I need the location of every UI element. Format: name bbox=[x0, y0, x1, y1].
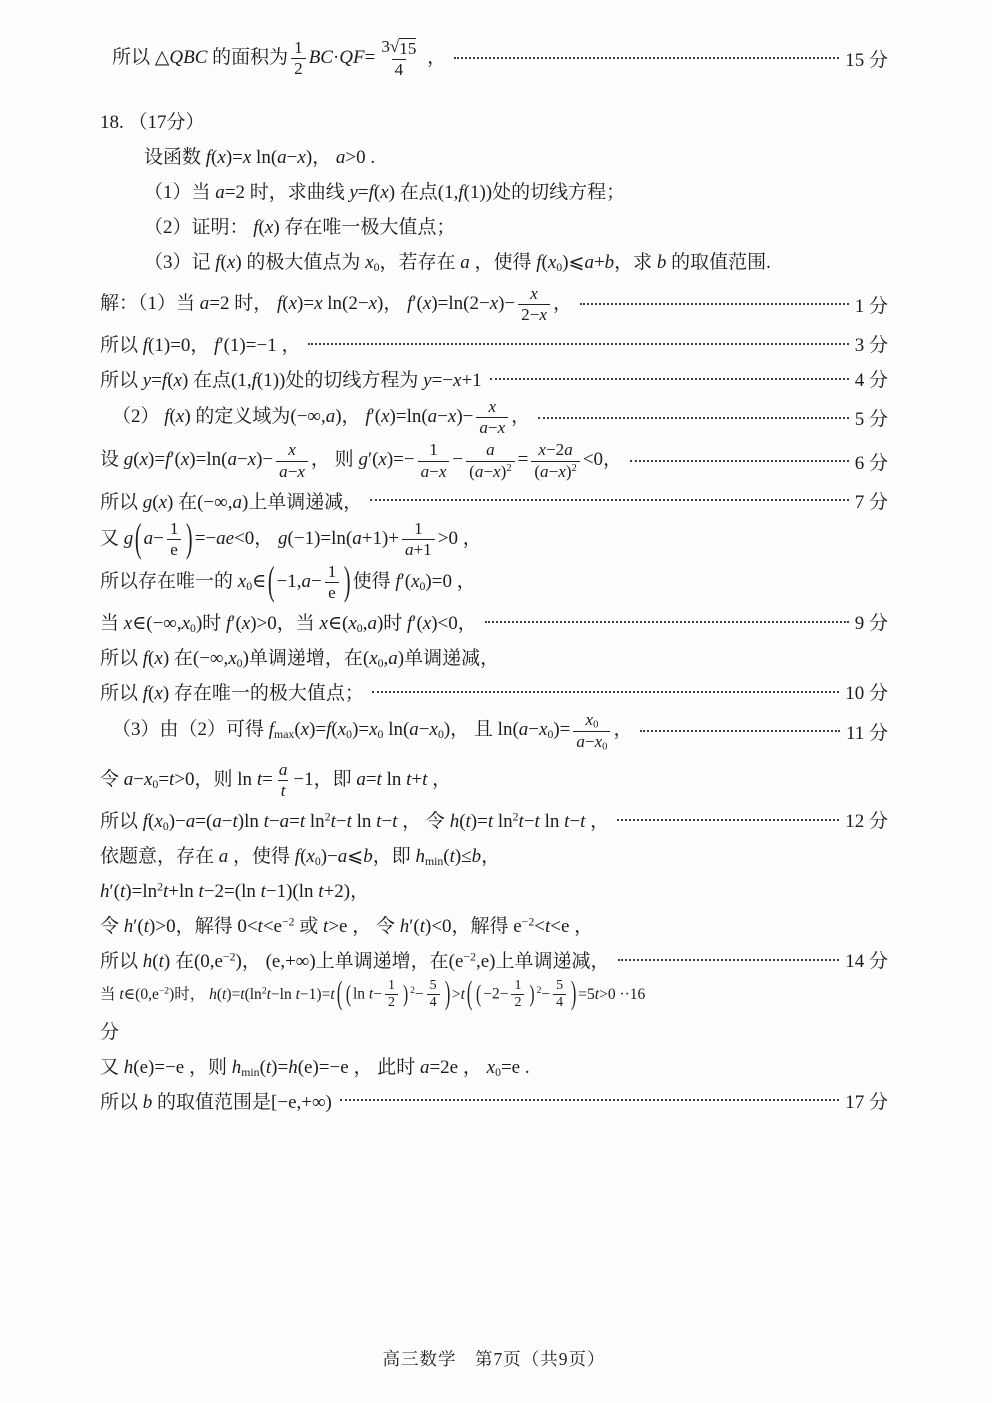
solution-line bbox=[100, 639, 888, 674]
solution-line bbox=[100, 802, 888, 837]
solution-line bbox=[100, 1083, 888, 1118]
solution-line bbox=[100, 173, 888, 208]
line-math: 令 $a-x_0=t>0$，则 ln t= $\frac{a}{t}$ −1，即 a=t ln t+t ， bbox=[100, 759, 452, 800]
solution-line bbox=[100, 942, 888, 977]
score-label: 6 分 bbox=[854, 452, 888, 474]
line-math: 又 g ( a− $\frac{1}{e}$ ) =−ae<0， g(−1)=ln(a+1)+ $\frac{1}{a+1}$ >0 ， bbox=[100, 517, 482, 562]
line-math: 又 h(e)=−e ，则 $h_{min}(t)=h(e)=-e$ ， 此时 a=2e ， $x_0=e$ . bbox=[100, 1056, 530, 1079]
line-math: （1）当 a=2 时，求曲线 y=f(x) 在点(1,f(1))处的切线方程； bbox=[144, 181, 626, 203]
dotted-leader bbox=[485, 621, 849, 623]
dotted-leader bbox=[630, 460, 849, 462]
line-math: （2） f(x) 的定义域为(−∞,a)， f′(x)=ln(a−x)− $\frac{x}{a-x}$ ， bbox=[112, 397, 531, 438]
line-math: 所以 △QBC 的面积为 $\frac{1}{2}$ BC·QF= 3 √ 15 4 ， bbox=[112, 37, 447, 79]
line-math: 所以 f(1)=0， f′(1)=−1 ， bbox=[100, 335, 301, 357]
line-math: 分 bbox=[100, 1021, 120, 1043]
solution-line bbox=[100, 518, 888, 561]
line-math: 当 $x\in(-\infty,x_0)$时 f′(x)>0，当 $x\in(x_0,a)$时 f′(x)<0， bbox=[100, 613, 477, 636]
line-math: 令 h′(t)>0，解得 $0<t<e^{-2}$ 或 t>e ， 令 h′(t)<0，解得 $e^{-2}<t<e$ ， bbox=[100, 915, 594, 937]
score-label: 17 分 bbox=[845, 1091, 888, 1113]
line-math: （3）记 f(x) 的极大值点为 $x_0$，若存在 a ，使得 $f(x_0)⩽a+b$，求 b 的取值范围. bbox=[144, 251, 771, 274]
line-math: 所以 f(x) 存在唯一的极大值点； bbox=[100, 683, 364, 705]
page-footer: 高三数学 第7页（共9页） bbox=[382, 1349, 606, 1369]
solution-lines bbox=[100, 36, 888, 1118]
dotted-leader bbox=[340, 1099, 839, 1101]
solution-line bbox=[100, 326, 888, 361]
line-math: 解：（1）当 a=2 时， f(x)=x ln(2−x)， f′(x)=ln(2−x)− $\frac{x}{2-x}$ ， bbox=[100, 283, 572, 324]
line-math: 设函数 f(x)=x ln(a−x)， a>0 . bbox=[144, 146, 376, 168]
solution-line bbox=[100, 604, 888, 639]
solution-line bbox=[100, 36, 888, 81]
dotted-leader bbox=[308, 343, 848, 345]
dotted-leader bbox=[580, 303, 849, 305]
line-math: 所以存在唯一的 $x_0\in$ ( −1,a− $\frac{1}{e}$ ) 使得 $f'(x_0)=0$ ， bbox=[100, 560, 476, 605]
solution-line bbox=[100, 439, 888, 482]
solution-line bbox=[100, 709, 888, 752]
solution-line bbox=[100, 208, 888, 243]
line-math: $h'(t)=\ln^2t+\ln$ t−2=(ln t−1)(ln t+2)， bbox=[100, 880, 370, 902]
solution-line bbox=[100, 283, 888, 326]
line-math: （3）由（2）可得 $f_{max}(x)=f(x_0)=x_0$ $\ln(a-x_0)$， 且 $\ln(a-x_0)=$ $\frac{x_0}{a-x_0}$ ， bbox=[112, 710, 633, 753]
dotted-leader bbox=[454, 57, 839, 59]
solution-line bbox=[100, 361, 888, 396]
score-label: 9 分 bbox=[854, 613, 888, 635]
score-label: 7 分 bbox=[854, 491, 888, 513]
dotted-leader bbox=[372, 691, 839, 693]
line-math: （2）证明： f(x) 存在唯一极大值点； bbox=[144, 216, 456, 238]
solution-line bbox=[100, 1013, 888, 1048]
score-label: 10 分 bbox=[845, 683, 888, 705]
line-math: 所以 y=f(x) 在点(1,f(1))处的切线方程为 y=−x+1 bbox=[100, 370, 482, 392]
solution-line bbox=[100, 907, 888, 942]
score-label: 3 分 bbox=[854, 335, 888, 357]
solution-line bbox=[100, 243, 888, 278]
solution-line bbox=[100, 837, 888, 872]
score-label: 14 分 bbox=[845, 951, 888, 972]
score-label: 12 分 bbox=[845, 811, 888, 832]
score-label: 11 分 bbox=[845, 722, 888, 744]
line-math: 当 $t\in(0,e^{-2})$时， $h(t)=t(\ln^2t-\ln$ t−1)=t ( ( ln t− $\frac{1}{2}$ ) $^2$− $\frac{5}{4}$ ) >t ( ( −2− $\frac{1}{2}$ ) $^2$− $\frac{5}{4}$ ) =5t>0 ··16 bbox=[100, 976, 646, 1013]
solution-line bbox=[100, 138, 888, 173]
line-math: 设 g(x)=f′(x)=ln(a−x)− $\frac{x}{a-x}$ ， 则 g′(x)=− $\frac{1}{a-x}$ − $\frac{a}{(a-x)^2}$ = $\frac{x-2a}{(a-x)^2}$ <0， bbox=[100, 440, 623, 481]
line-math: 18. （17分） bbox=[100, 111, 205, 133]
score-label: 5 分 bbox=[854, 409, 888, 431]
line-math: 依题意，存在 a ，使得 $f(x_0)-a⩽b$，即 $h_{min}(t)\le b$， bbox=[100, 846, 501, 868]
solution-line bbox=[100, 872, 888, 907]
solution-line bbox=[100, 1048, 888, 1083]
solution-line bbox=[100, 977, 888, 1013]
dotted-leader bbox=[640, 730, 839, 732]
solution-line bbox=[100, 396, 888, 439]
solution-line bbox=[100, 483, 888, 518]
line-math: 所以 b 的取值范围是[−e,+∞) bbox=[100, 1091, 332, 1113]
solution-line bbox=[100, 674, 888, 709]
dotted-leader bbox=[490, 378, 849, 380]
line-math: 所以 f(x) 在$(-\infty,x_0)$单调递增，在$(x_0,a)$单调递减， bbox=[100, 648, 500, 671]
score-label: 4 分 bbox=[854, 370, 888, 392]
score-label: 15 分 bbox=[845, 49, 888, 71]
dotted-leader bbox=[538, 417, 849, 419]
dotted-leader bbox=[617, 819, 839, 821]
dotted-leader bbox=[370, 499, 848, 501]
solution-line bbox=[100, 103, 888, 138]
score-label: 1 分 bbox=[854, 295, 888, 317]
line-math: 所以 g(x) 在(−∞,a)上单调递减， bbox=[100, 491, 363, 513]
solution-line bbox=[100, 759, 888, 802]
dotted-leader bbox=[618, 959, 840, 961]
line-math: 所以 h(t) 在$(0,e^{-2})$， (e,+∞)上单调递增，在$(e^{-2},e)$上单调递减， bbox=[100, 950, 610, 972]
line-math: 所以 $f(x_0)-a=(a-t)\ln$ t−a=t $\ln^2t-t$ ln t−t ， 令 h(t)=t $\ln^2t-t$ ln t−t ， bbox=[100, 810, 610, 833]
solution-line bbox=[100, 561, 888, 604]
